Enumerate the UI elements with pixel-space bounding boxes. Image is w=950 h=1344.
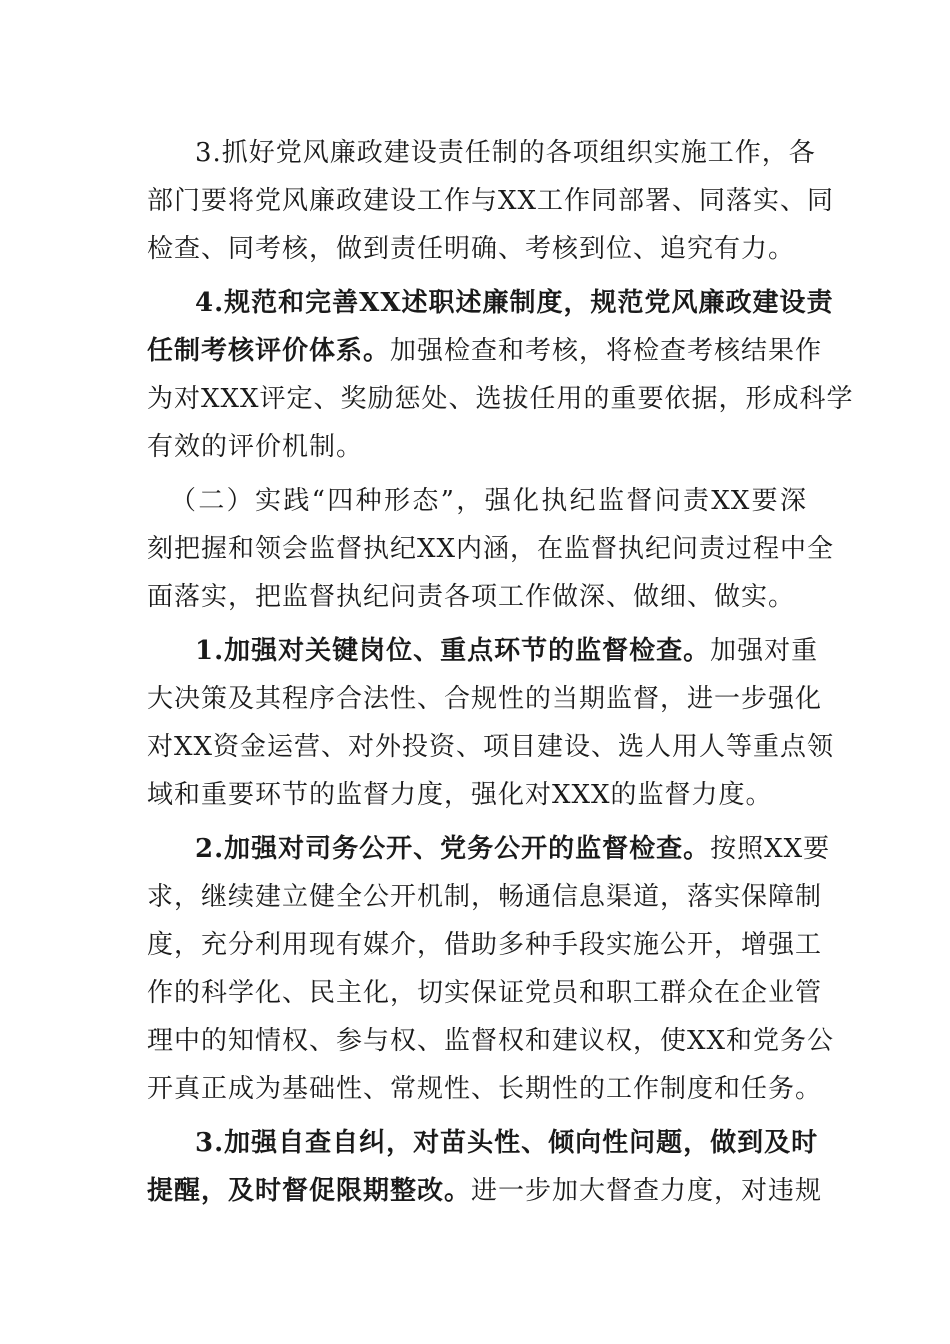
- paragraph-line: 域和重要环节的监督力度，强化对XXX的监督力度。: [147, 780, 773, 810]
- paragraph-line: 作的科学化、民主化，切实保证党员和职工群众在企业管: [147, 978, 823, 1008]
- paragraph-line: 开真正成为基础性、常规性、长期性的工作制度和任务。: [147, 1074, 823, 1104]
- paragraph-line: 部门要将党风廉政建设工作与XX工作同部署、同落实、同: [147, 186, 835, 216]
- paragraph-line: 求，继续建立健全公开机制，畅通信息渠道，落实保障制: [147, 882, 823, 912]
- paragraph-line-mixed: [195, 829, 831, 869]
- body-text: 加强对重: [710, 636, 819, 666]
- section-heading-line: （二）实践“四种形态”，强化执纪监督问责XX要深: [170, 486, 807, 516]
- paragraph-line: 为对XXX评定、奖励惩处、选拔任用的重要依据，形成科学: [147, 384, 854, 414]
- body-text: 加强检查和考核，将检查考核结果作: [390, 336, 823, 366]
- paragraph-line: 面落实，把监督执纪问责各项工作做深、做细、做实。: [147, 582, 796, 612]
- bold-lead-text: 1.加强对关键岗位、重点环节的监督检查。: [195, 636, 711, 666]
- body-text: 进一步加大督查力度，对违规: [471, 1176, 823, 1206]
- paragraph-line: 对XX资金运营、对外投资、项目建设、选人用人等重点领: [147, 732, 835, 762]
- paragraph-line: 大决策及其程序合法性、合规性的当期监督，进一步强化: [147, 684, 823, 714]
- paragraph-line: 度，充分利用现有媒介，借助多种手段实施公开，增强工: [147, 930, 823, 960]
- paragraph-line: 3.抓好党风廉政建设责任制的各项组织实施工作，各: [195, 138, 816, 168]
- bold-lead-text: 2.加强对司务公开、党务公开的监督检查。: [195, 834, 711, 864]
- body-text: 按照XX要: [710, 834, 831, 864]
- paragraph-line-mixed: [147, 331, 823, 371]
- bold-lead-text: 提醒，及时督促限期整改。: [147, 1176, 472, 1206]
- paragraph-line-mixed: [147, 1171, 823, 1211]
- paragraph-line-bold: 4.规范和完善XX述职述廉制度，规范党风廉政建设责: [195, 288, 834, 318]
- paragraph-line-bold: 3.加强自查自纠，对苗头性、倾向性问题，做到及时: [195, 1128, 819, 1158]
- bold-lead-text: 任制考核评价体系。: [147, 336, 391, 366]
- paragraph-line-mixed: [195, 631, 819, 671]
- paragraph-line: 理中的知情权、参与权、监督权和建议权，使XX和党务公: [147, 1026, 835, 1056]
- paragraph-line: 刻把握和领会监督执纪XX内涵，在监督执纪问责过程中全: [147, 534, 835, 564]
- paragraph-line: 检查、同考核，做到责任明确、考核到位、追究有力。: [147, 234, 796, 264]
- paragraph-line: 有效的评价机制。: [147, 432, 364, 462]
